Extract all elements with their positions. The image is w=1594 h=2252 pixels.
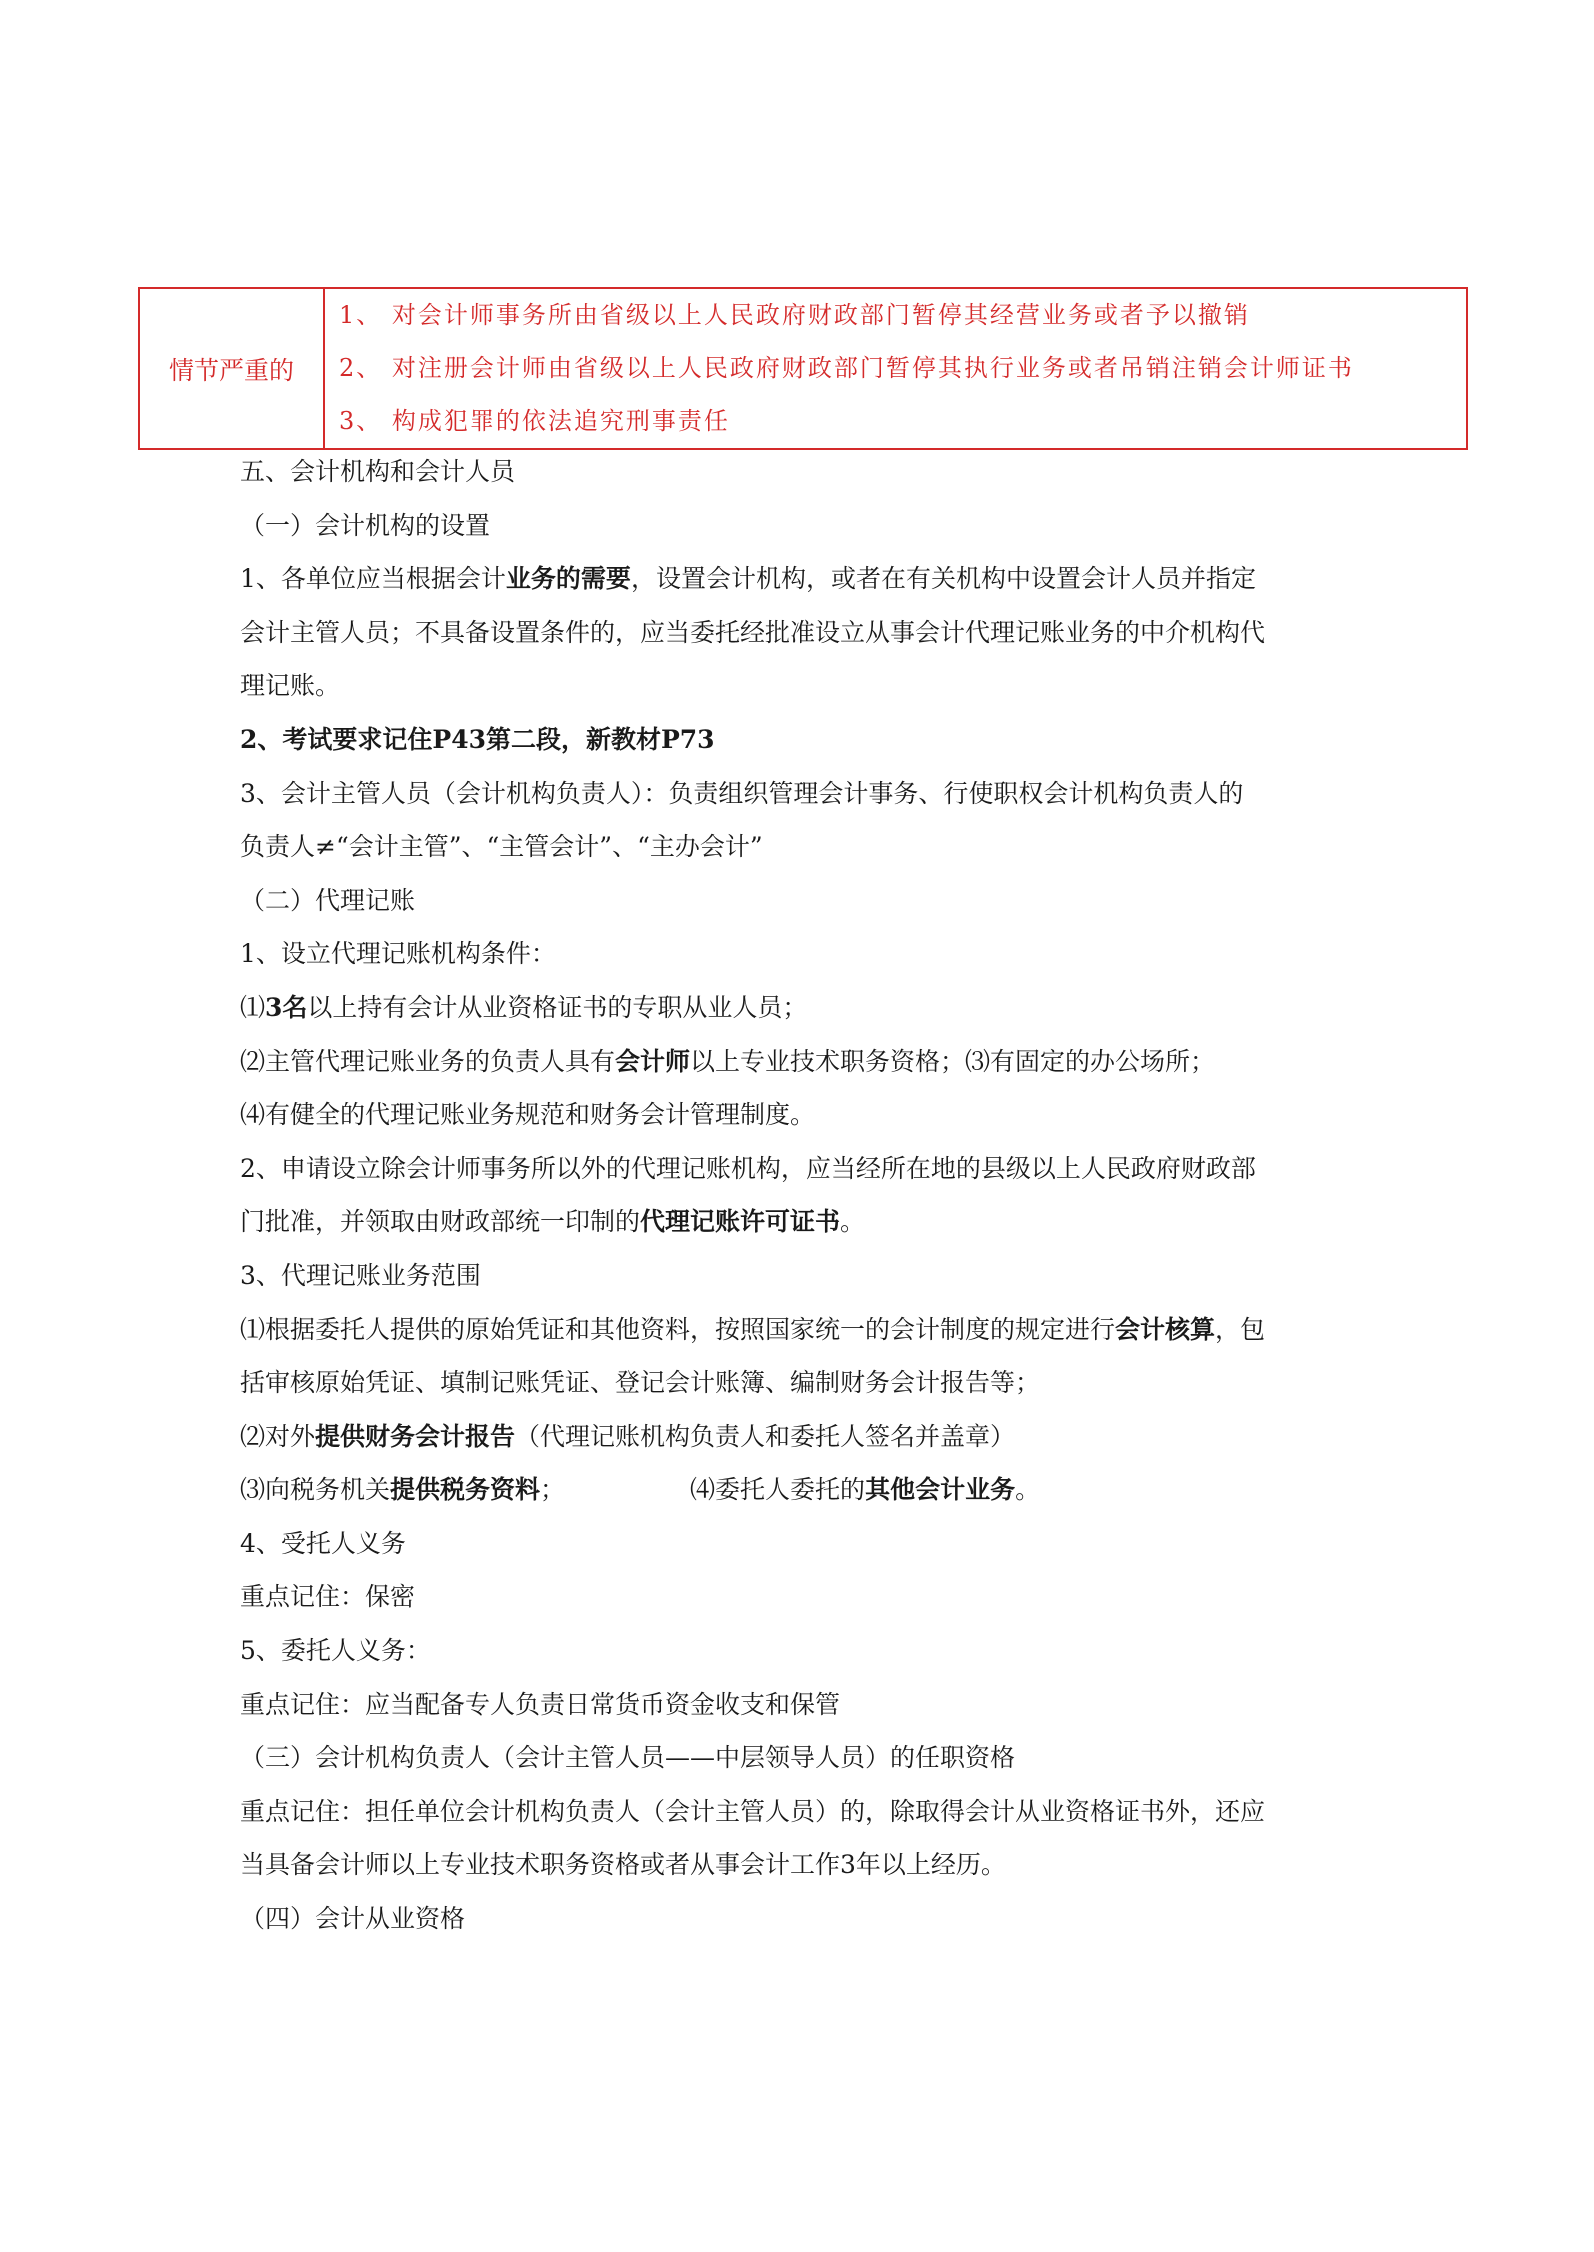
bold-text: 提供财务会计报告 — [315, 1421, 516, 1451]
paragraph-line: 5、委托人义务： — [240, 1636, 431, 1666]
paragraph-line: 重点记住：保密 — [240, 1582, 416, 1612]
subsection-heading: （四）会计从业资格 — [240, 1904, 466, 1934]
paragraph-line: 3、代理记账业务范围 — [240, 1260, 481, 1290]
subsection-heading: （三）会计机构负责人（会计主管人员——中层领导人员）的任职资格 — [240, 1743, 1016, 1773]
bold-text: 提供税务资料 — [390, 1475, 541, 1505]
paragraph-line — [240, 1410, 1380, 1464]
paragraph-line: 负责人≠“会计主管”、“主管会计”、“主办会计” — [240, 832, 763, 862]
text-run: ，包 — [1215, 1314, 1266, 1344]
text-run: ⑵主管代理记账业务的负责人具有 — [240, 1046, 616, 1076]
text-run: ⑷委托人委托的 — [690, 1475, 866, 1505]
text-run: 以上专业技术职务资格；⑶有固定的办公场所； — [690, 1046, 1216, 1076]
paragraph-line — [240, 1463, 1380, 1517]
paragraph-line — [240, 1303, 1380, 1357]
paragraph-line: 1、设立代理记账机构条件： — [240, 939, 556, 969]
paragraph-line: 4、受托人义务 — [240, 1528, 406, 1558]
text-run: 1、各单位应当根据会计 — [240, 564, 506, 594]
text-run: ⑶向税务机关 — [240, 1475, 391, 1505]
paragraph-line: 会计主管人员；不具备设置条件的，应当委托经批准设立从事会计代理记账业务的中介机构代 — [240, 617, 1266, 647]
paragraph-line — [240, 1195, 1380, 1249]
paragraph-line: 3、会计主管人员（会计机构负责人）：负责组织管理会计事务、行使职权会计机构负责人的 — [240, 778, 1244, 808]
severe-item: 3、 构成犯罪的依法追究刑事责任 — [339, 407, 730, 435]
text-run: ，设置会计机构，或者在有关机构中设置会计人员并指定 — [630, 564, 1256, 594]
bold-text: 代理记账许可证书 — [640, 1207, 841, 1237]
text-run: 。 — [1015, 1475, 1041, 1505]
bold-text: 其他会计业务 — [865, 1475, 1016, 1505]
bold-text: 会计核算 — [1115, 1314, 1216, 1344]
bold-text: 业务的需要 — [505, 564, 631, 594]
text-run: ⑴根据委托人提供的原始凭证和其他资料，按照国家统一的会计制度的规定进行 — [240, 1314, 1116, 1344]
severe-label: 情节严重的 — [140, 289, 325, 448]
text-run: 。 — [840, 1207, 866, 1237]
paragraph-line — [240, 552, 1380, 606]
text-run: ⑴ — [240, 992, 266, 1022]
text-run: 以上持有会计从业资格证书的专职从业人员； — [307, 992, 808, 1022]
bold-text: 3名 — [265, 992, 308, 1022]
paragraph-line: 理记账。 — [240, 671, 341, 701]
section-heading: 五、会计机构和会计人员 — [240, 457, 516, 486]
severe-items — [325, 289, 1466, 448]
paragraph-line — [240, 1035, 1380, 1089]
severe-item: 2、 对注册会计师由省级以上人民政府财政部门暂停其执行业务或者吊销注销会计师证书 — [339, 354, 1354, 382]
text-run: ； — [540, 1475, 566, 1505]
paragraph-line: 重点记住：应当配备专人负责日常货币资金收支和保管 — [240, 1689, 841, 1719]
text-run: （代理记账机构负责人和委托人签名并盖章） — [515, 1421, 1016, 1451]
severe-circumstances-table — [138, 287, 1468, 450]
paragraph-line: 当具备会计师以上专业技术职务资格或者从事会计工作3年以上经历。 — [240, 1850, 1006, 1880]
exam-note: 2、考试要求记住P43第二段，新教材P73 — [240, 724, 715, 754]
bold-text: 会计师 — [615, 1046, 691, 1076]
severe-item: 1、 对会计师事务所由省级以上人民政府财政部门暂停其经营业务或者予以撤销 — [339, 301, 1250, 329]
text-run: 门批准，并领取由财政部统一印制的 — [240, 1207, 641, 1237]
subsection-heading: （二）代理记账 — [240, 885, 416, 915]
paragraph-line: 2、申请设立除会计师事务所以外的代理记账机构，应当经所在地的县级以上人民政府财政部 — [240, 1153, 1256, 1183]
paragraph-line: 括审核原始凭证、填制记账凭证、登记会计账簿、编制财务会计报告等； — [240, 1368, 1041, 1398]
paragraph-line: 重点记住：担任单位会计机构负责人（会计主管人员）的，除取得会计从业资格证书外，还应 — [240, 1796, 1266, 1826]
paragraph-line: ⑷有健全的代理记账业务规范和财务会计管理制度。 — [240, 1100, 816, 1130]
text-run: ⑵对外 — [240, 1421, 316, 1451]
paragraph-line — [240, 981, 1380, 1035]
subsection-heading: （一）会计机构的设置 — [240, 510, 491, 540]
document-body — [240, 445, 1380, 1946]
